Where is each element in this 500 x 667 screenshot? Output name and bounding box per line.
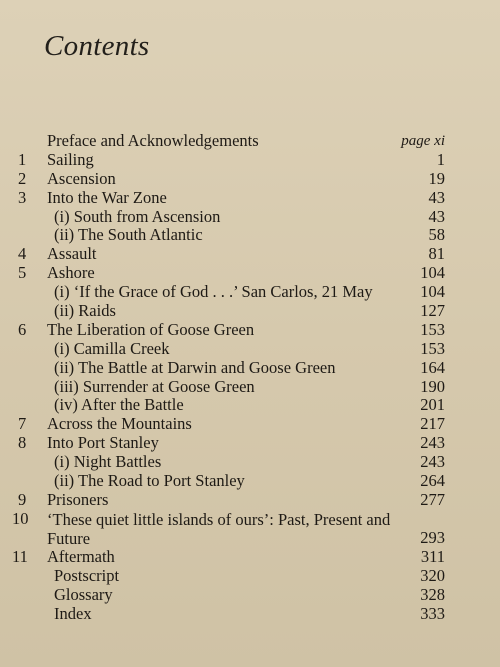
entry-title: Assault <box>47 244 97 264</box>
toc-subentry <box>0 378 500 397</box>
toc-subentry <box>0 208 500 227</box>
entry-title: Glossary <box>54 585 113 605</box>
toc-entry <box>0 132 500 151</box>
entry-title: (ii) The Battle at Darwin and Goose Green <box>54 357 336 377</box>
entry-title: (iii) Surrender at Goose Green <box>54 376 255 396</box>
page-number: 243 <box>420 433 445 453</box>
entry-title: The Liberation of Goose Green <box>47 319 255 339</box>
toc-entry <box>0 321 500 340</box>
toc-subentry <box>0 283 500 302</box>
chapter-number: 11 <box>12 547 28 567</box>
entry-title: Prisoners <box>47 489 109 509</box>
entry-title: Into the War Zone <box>47 187 167 207</box>
chapter-number: 10 <box>12 508 29 528</box>
page-number: 153 <box>420 319 445 339</box>
entry-title: Into Port Stanley <box>47 433 159 453</box>
entry-title: Index <box>54 604 92 624</box>
chapter-number: 1 <box>18 149 27 169</box>
entry-title: Postscript <box>54 566 120 586</box>
page-number: 58 <box>428 225 445 245</box>
toc-subentry <box>0 340 500 359</box>
toc-entry <box>0 245 500 264</box>
entry-title: (iv) After the Battle <box>54 395 184 415</box>
page-number: 320 <box>420 566 445 586</box>
chapter-number: 7 <box>18 414 27 434</box>
toc-entry <box>0 151 500 170</box>
toc-entry <box>0 510 500 549</box>
entry-title: Across the Mountains <box>47 414 192 434</box>
toc-entry <box>0 567 500 586</box>
page-number: 19 <box>428 168 445 188</box>
toc-subentry <box>0 453 500 472</box>
toc-entry <box>0 264 500 283</box>
toc-subentry <box>0 472 500 491</box>
toc-entry <box>0 434 500 453</box>
toc-subentry <box>0 302 500 321</box>
page-number: 127 <box>420 301 445 321</box>
entry-title: Preface and Acknowledgements <box>47 131 259 150</box>
toc-entry <box>0 415 500 434</box>
chapter-number: 3 <box>18 187 27 207</box>
page-number: page xi <box>401 133 445 149</box>
page-number: 277 <box>420 489 445 509</box>
entry-title: Ascension <box>47 168 116 188</box>
chapter-number: 5 <box>18 263 27 283</box>
page-number: 1 <box>436 149 445 169</box>
table-of-contents <box>0 132 500 624</box>
page-number: 190 <box>420 376 445 396</box>
entry-title: (ii) The Road to Port Stanley <box>54 471 245 491</box>
page-number: 243 <box>420 452 445 472</box>
chapter-number: 2 <box>18 168 27 188</box>
page-number: 311 <box>420 547 445 567</box>
page-number: 201 <box>420 395 445 415</box>
page-title: Contents <box>44 30 150 62</box>
chapter-number: 8 <box>18 433 27 453</box>
page-number: 43 <box>428 187 445 207</box>
toc-entry <box>0 605 500 624</box>
page-number: 153 <box>420 338 445 358</box>
page-number: 328 <box>420 585 445 605</box>
entry-title: Ashore <box>47 263 95 283</box>
page-number: 43 <box>428 206 445 226</box>
entry-title: (ii) The South Atlantic <box>54 225 203 245</box>
page-number: 217 <box>420 414 445 434</box>
entry-title: (i) ‘If the Grace of God . . .’ San Carlos, 21 May <box>54 282 373 302</box>
entry-title: (ii) Raids <box>54 301 116 321</box>
entry-title: Aftermath <box>47 547 115 567</box>
page-number: 104 <box>420 282 445 302</box>
chapter-number: 9 <box>18 489 27 509</box>
page-number: 164 <box>420 357 445 377</box>
toc-subentry <box>0 226 500 245</box>
toc-entry <box>0 491 500 510</box>
toc-entry <box>0 548 500 567</box>
entry-title: (i) Camilla Creek <box>54 338 170 358</box>
toc-entry <box>0 189 500 208</box>
toc-subentry <box>0 396 500 415</box>
page-number: 293 <box>420 528 445 548</box>
page-number: 81 <box>428 244 445 264</box>
toc-subentry <box>0 359 500 378</box>
toc-entry <box>0 170 500 189</box>
entry-title: ‘These quiet little islands of ours’: Past, Present and Future <box>47 509 391 549</box>
chapter-number: 4 <box>18 244 27 264</box>
entry-title: (i) South from Ascension <box>54 206 221 226</box>
chapter-number: 6 <box>18 319 27 339</box>
toc-entry <box>0 586 500 605</box>
page-number: 104 <box>420 263 445 283</box>
entry-title: (i) Night Battles <box>54 452 162 472</box>
entry-title: Sailing <box>47 149 94 169</box>
page-number: 264 <box>420 471 445 491</box>
page-number: 333 <box>420 604 445 624</box>
